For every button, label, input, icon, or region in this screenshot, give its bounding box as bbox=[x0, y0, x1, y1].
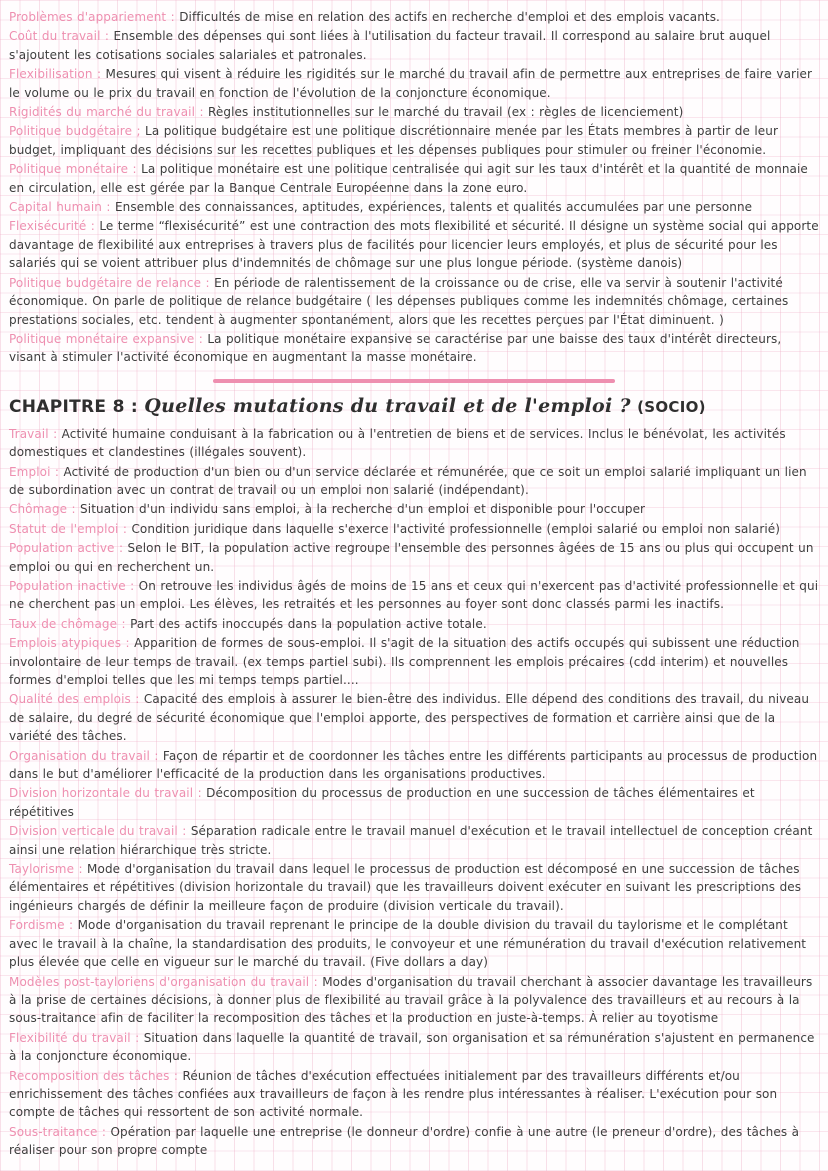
definition-text: Le terme “flexisécurité” est une contraction des mots flexibilité et sécurité. Il désigne un système social qui apporte davantage de flexibilité aux entreprises à travers plus de facilités pour licencier leurs employés, et plus de sécurité pour les salariés qui se voient attribuer plus d'indemnités de chômage sur une plus longue période. (système danois) bbox=[9, 219, 819, 271]
definition-term: Organisation du travail : bbox=[9, 748, 163, 763]
definition-text: Mesures qui visent à réduire les rigidités sur le marché du travail afin de permettre aux entreprises de faire varier le volume ou le prix du travail en fonction de l'évolution de la conjoncture économique. bbox=[9, 67, 813, 100]
definition-entry bbox=[9, 463, 819, 500]
definition-entry bbox=[9, 822, 819, 859]
definition-term: Flexibilité du travail : bbox=[9, 1030, 144, 1045]
definition-term: Qualité des emplois : bbox=[9, 692, 144, 707]
section-divider bbox=[213, 379, 615, 383]
definition-text: Mode d'organisation du travail dans lequel le processus de production est décomposé en une succession de tâches élémentaires et répétitives (division horizontale du travail) que les travailleurs doivent exécuter en suivant les prescriptions des ingénieurs chargés de définir la meilleure façon de produire (division verticale du travail). bbox=[9, 862, 802, 913]
definition-term: Modèles post-tayloriens d'organisation du travail : bbox=[9, 974, 323, 989]
definition-term: Population active : bbox=[9, 541, 128, 556]
definition-entry bbox=[9, 539, 819, 576]
definition-text: La politique monétaire est une politique centralisée qui agit sur les taux d'intérêt et la quantité de monnaie en circulation, elle est gérée par la Banque Centrale Européenne dans la zone euro. bbox=[9, 162, 808, 195]
definition-text: Situation dans laquelle la quantité de travail, son organisation et sa rémunération s'ajustent en permanence à la conjoncture économique. bbox=[9, 1030, 815, 1064]
definition-text: On retrouve les individus âgés de moins de 15 ans et ceux qui n'exercent pas d'activité professionnelle et qui ne cherchent pas un emploi. Les élèves, les retraités et les personnes au foyer sont donc classés parmi les inactifs. bbox=[9, 578, 819, 612]
definition-term: Recomposition des tâches : bbox=[9, 1068, 183, 1083]
definition-term: Taylorisme : bbox=[9, 862, 88, 877]
definition-entry bbox=[9, 274, 819, 329]
definition-term: Division horizontale du travail : bbox=[9, 786, 207, 801]
definition-entry bbox=[9, 1029, 819, 1066]
definition-entry bbox=[9, 122, 819, 159]
definition-entry bbox=[9, 860, 819, 915]
definition-entry bbox=[9, 217, 819, 272]
chapter-tag: (SOCIO) bbox=[637, 397, 706, 416]
definition-text: La politique monétaire expansive se caractérise par une baisse des taux d'intérêt directeurs, visant à stimuler l'activité économique en augmentant la masse monétaire. bbox=[9, 331, 782, 365]
definition-text: Difficultés de mise en relation des actifs en recherche d'emploi et des emplois vacants. bbox=[179, 10, 720, 24]
definition-text: Séparation radicale entre le travail manuel d'exécution et le travail intellectuel de conception créant ainsi une relation hiérarchique très stricte. bbox=[9, 824, 813, 857]
definition-text: Mode d'organisation du travail reprenant le principe de la double division du travail du taylorisme et le complétant avec le travail à la chaîne, la standardisation des produits, le convoyeur et une rémunération du travail d'exécution relativement plus élevée que celle en vigueur sur le marché du travail. (Five dollars a day) bbox=[9, 918, 807, 970]
definition-term: Problèmes d'appariement : bbox=[9, 10, 180, 24]
definition-entry bbox=[9, 425, 819, 462]
definition-term: Flexibilisation : bbox=[9, 67, 106, 82]
definition-term: Division verticale du travail : bbox=[9, 824, 191, 839]
definition-entry bbox=[9, 520, 819, 538]
chapter-heading bbox=[9, 395, 819, 417]
definition-entry bbox=[9, 577, 819, 614]
chapter-title: Quelles mutations du travail et de l'emploi ? bbox=[144, 394, 631, 417]
definition-term: Politique monétaire expansive : bbox=[9, 331, 208, 346]
definition-term: Fordisme : bbox=[9, 918, 78, 933]
definition-text: Opération par laquelle une entreprise (le donneur d'ordre) confie à une autre (le preneur d'ordre), des tâches à réaliser pour son propre compte bbox=[9, 1124, 800, 1158]
definition-term: Politique budgétaire ; bbox=[9, 124, 146, 139]
definition-text: Façon de répartir et de coordonner les tâches entre les différents participants au processus de production dans le but d'améliorer l'efficacité de la production dans les organisations productives. bbox=[9, 748, 818, 782]
definition-entry bbox=[9, 1067, 819, 1122]
definition-entry bbox=[9, 973, 819, 1028]
definition-term: Chômage : bbox=[9, 502, 81, 517]
definition-term: Coût du travail : bbox=[9, 29, 114, 44]
definition-text: Règles institutionnelles sur le marché du travail (ex : règles de licenciement) bbox=[208, 105, 684, 120]
definition-text: La politique budgétaire est une politique discrétionnaire menée par les États membres à partir de leur budget, impliquant des décisions sur les recettes publiques et les dépenses publiques pour stimuler ou freiner l'économie. bbox=[9, 124, 779, 157]
definition-term: Sous-traitance : bbox=[9, 1124, 111, 1139]
definition-text: Ensemble des connaissances, aptitudes, expériences, talents et qualités accumulées par une personne bbox=[114, 200, 753, 215]
definition-term: Emploi : bbox=[9, 464, 64, 479]
definition-entry bbox=[9, 916, 819, 971]
definition-term: Capital humain : bbox=[9, 200, 115, 215]
definition-entry bbox=[9, 8, 819, 26]
definition-term: Population inactive : bbox=[9, 578, 139, 593]
definition-entry bbox=[9, 160, 819, 197]
economics-definitions-list bbox=[9, 8, 819, 367]
definition-text: Modes d'organisation du travail cherchant à associer davantage les travailleurs à la prise de certaines décisions, à donner plus de flexibilité au travail grâce à la polyvalence des travailleurs et au recours à la sous-traitance afin de faciliter la recomposition des tâches et la production en juste-à-temps. À relier au toyotisme bbox=[9, 974, 813, 1026]
definition-term: Politique budgétaire de relance : bbox=[9, 275, 215, 290]
definition-entry bbox=[9, 634, 819, 689]
definition-term: Emplois atypiques : bbox=[9, 636, 135, 651]
definition-entry bbox=[9, 747, 819, 784]
definition-text: Situation d'un individu sans emploi, à la recherche d'un emploi et disponible pour l'occuper bbox=[80, 502, 646, 517]
definition-entry bbox=[9, 198, 819, 216]
definition-entry bbox=[9, 1123, 819, 1160]
definition-text: Condition juridique dans laquelle s'exerce l'activité professionnelle (emploi salarié ou emploi non salarié) bbox=[131, 521, 781, 536]
definition-entry bbox=[9, 500, 819, 518]
definition-entry bbox=[9, 784, 819, 821]
definition-term: Statut de l'emploi : bbox=[9, 521, 132, 536]
definition-term: Flexisécurité : bbox=[9, 219, 100, 234]
definition-entry bbox=[9, 103, 819, 121]
definition-text: Ensemble des dépenses qui sont liées à l'utilisation du facteur travail. Il correspond au salaire brut auquel s'ajoutent les cotisations sociales salariales et patronales. bbox=[9, 29, 771, 62]
definition-entry bbox=[9, 65, 819, 102]
definition-entry bbox=[9, 27, 819, 64]
definition-entry bbox=[9, 690, 819, 745]
definition-text: En période de ralentissement de la croissance ou de crise, elle va servir à soutenir l'activité économique. On parle de politique de relance budgétaire ( les dépenses publiques comme les indemnités chômage, certaines prestations sociales, etc. tendent à augmenter spontanément, alors que les recettes perçues par l'État diminuent. ) bbox=[9, 275, 789, 327]
definition-text: Décomposition du processus de production en une succession de tâches élémentaires et répétitives bbox=[9, 786, 755, 819]
definition-text: Activité humaine conduisant à la fabrication ou à l'entretien de biens et de services. Inclus le bénévolat, les activités domestiques et clandestines (illégales souvent). bbox=[9, 426, 786, 460]
definition-text: Part des actifs inoccupés dans la population active totale. bbox=[130, 616, 487, 631]
definition-text: Activité de production d'un bien ou d'un service déclarée et rémunérée, que ce soit un emploi salarié impliquant un lien de subordination avec un contrat de travail ou un emploi non salarié (indépendant). bbox=[9, 464, 807, 497]
definition-term: Rigidités du marché du travail : bbox=[9, 105, 209, 120]
definition-text: Réunion de tâches d'exécution effectuées initialement par des travailleurs différents et/ou enrichissement des tâches confiées aux travailleurs de façon à les rendre plus intéressantes à réaliser. L'exécution pour son compte de tâches qui ressortent de son activité normale. bbox=[9, 1068, 778, 1120]
definition-text: Apparition de formes de sous-emploi. Il s'agit de la situation des actifs occupés qui subissent une réduction involontaire de leur temps de travail. (ex temps partiel subi). Ils comprennent les emplois précaires (cdd interim) et nouvelles formes d'emploi telles que les mi temps temps partiel.... bbox=[9, 636, 800, 687]
definition-term: Taux de chômage : bbox=[9, 616, 131, 631]
chapter-number: CHAPITRE 8 : bbox=[9, 396, 139, 417]
socio-definitions-list bbox=[9, 425, 819, 1160]
definition-text: Selon le BIT, la population active regroupe l'ensemble des personnes âgées de 15 ans ou plus qui occupent un emploi ou qui en recherchent un. bbox=[9, 541, 814, 574]
definition-term: Travail : bbox=[9, 426, 62, 441]
definition-entry bbox=[9, 330, 819, 367]
definition-term: Politique monétaire : bbox=[9, 162, 142, 177]
definition-text: Capacité des emplois à assurer le bien-être des individus. Elle dépend des conditions des travail, du niveau de salaire, du degré de sécurité économique que l'emploi apporte, des perspectives de formation et carrière ainsi que de la variété des tâches. bbox=[9, 692, 810, 744]
definition-entry bbox=[9, 615, 819, 633]
